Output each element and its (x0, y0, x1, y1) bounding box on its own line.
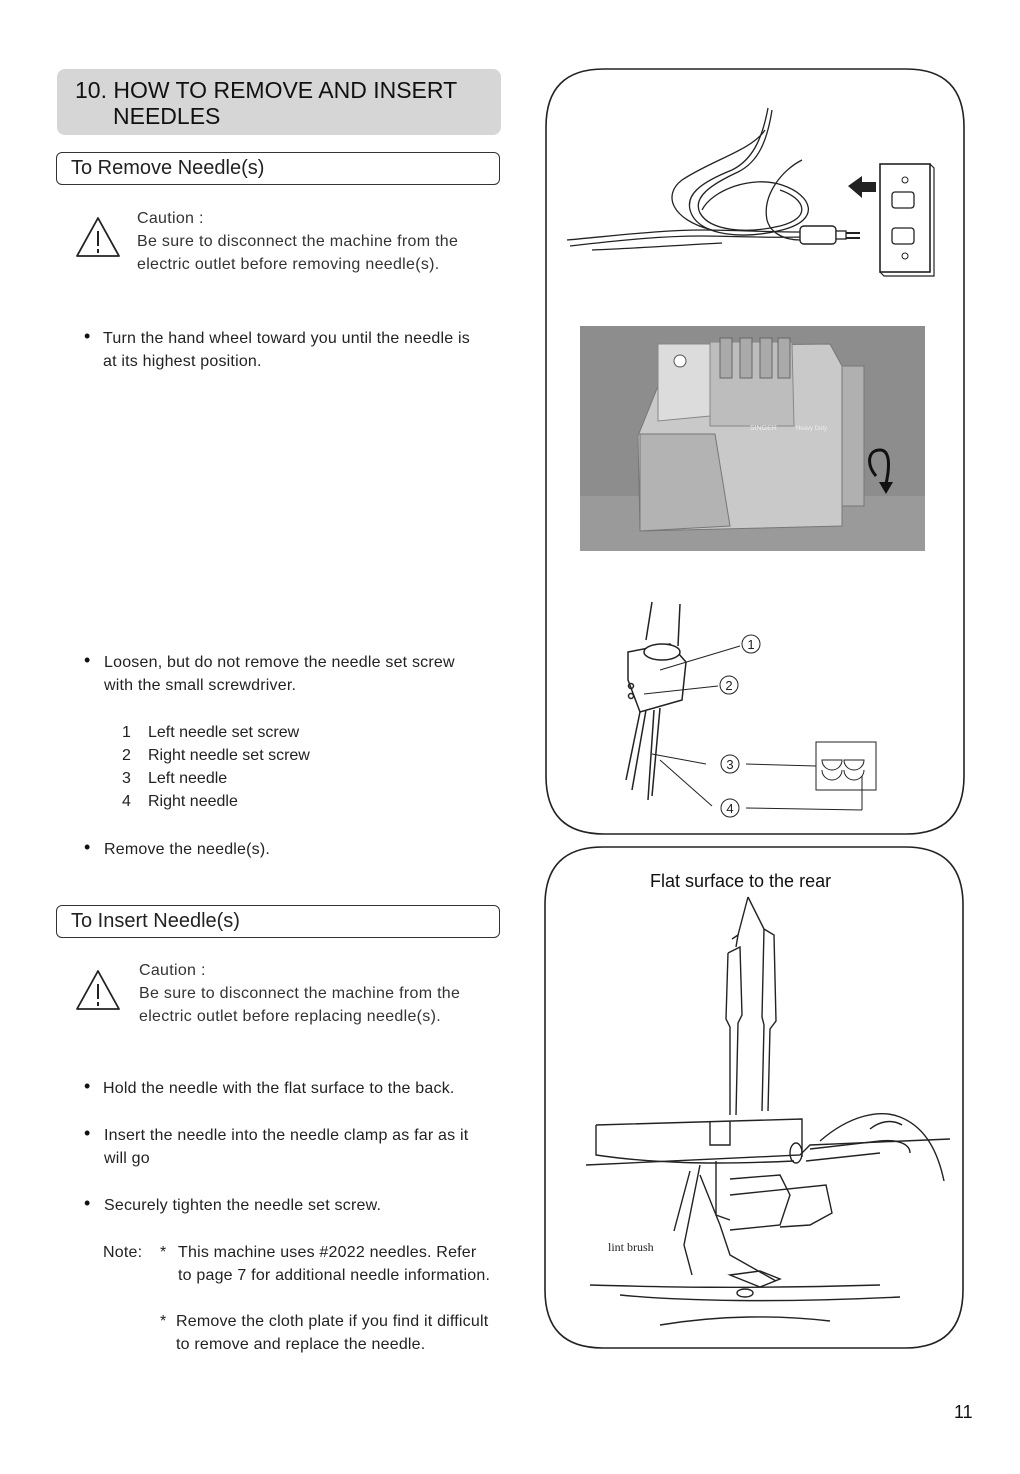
flat-surface-caption: Flat surface to the rear (650, 871, 832, 891)
insert-step-2 (104, 1124, 468, 1170)
needle-insert-illustration (580, 895, 952, 1335)
machine-model-label: Heavy Duty (796, 426, 828, 432)
remove-step-1 (103, 327, 470, 373)
wall-outlet (880, 164, 930, 272)
legend-text: Left needle set screw (148, 724, 300, 741)
note-2-line1: Remove the cloth plate if you find it difficult (176, 1313, 489, 1330)
remove-step-3: Remove the needle(s). (104, 841, 271, 858)
note-2 (176, 1310, 488, 1356)
legend-item (122, 721, 310, 744)
remove-step-2-line1: Loosen, but do not remove the needle set screw (104, 654, 455, 671)
plug-head (800, 226, 836, 244)
page-number: 11 (954, 1402, 973, 1422)
remove-caution (137, 207, 458, 276)
caution-line1: Be sure to disconnect the machine from the (137, 233, 459, 250)
legend-number: 4 (122, 793, 131, 810)
needle-clamp-diagram (600, 600, 890, 825)
warning-triangle-icon (74, 215, 122, 259)
arrow-left-icon (848, 176, 876, 198)
warning-triangle-icon (74, 968, 122, 1012)
legend-item (122, 767, 310, 790)
serger-machine-photo (580, 326, 925, 551)
caution-label: Caution : (137, 210, 204, 227)
remove-step-2-line2: with the small screwdriver. (104, 677, 297, 694)
legend-number: 1 (122, 724, 131, 741)
legend-text: Right needle set screw (148, 747, 310, 764)
note-2-line2: to remove and replace the needle. (176, 1336, 426, 1353)
page-title (57, 69, 501, 135)
callout-1: 1 (747, 637, 755, 652)
page-title-line1: 10. HOW TO REMOVE AND INSERT (75, 77, 458, 103)
callout-4: 4 (726, 801, 734, 816)
insert-step-2-line2: will go (104, 1150, 150, 1167)
legend-number: 3 (122, 770, 131, 787)
bullet-dot: • (84, 837, 91, 857)
caution-line2: electric outlet before removing needle(s). (137, 256, 440, 273)
insert-step-2-line1: Insert the needle into the needle clamp as far as it (104, 1127, 469, 1144)
bullet-dot: • (84, 1123, 91, 1143)
bullet-dot: • (84, 650, 91, 670)
legend-item (122, 744, 310, 767)
caution-label: Caution : (139, 962, 206, 979)
bullet-dot: • (84, 1076, 91, 1096)
note-1 (178, 1241, 490, 1287)
bullet-dot: • (84, 326, 91, 346)
caution-line2: electric outlet before replacing needle(s). (139, 1008, 441, 1025)
insert-step-1: Hold the needle with the flat surface to the back. (103, 1080, 455, 1097)
lint-brush-label: lint brush (608, 1240, 654, 1254)
caution-line1: Be sure to disconnect the machine from the (139, 985, 461, 1002)
bullet-dot: • (84, 1193, 91, 1213)
insert-step-3: Securely tighten the needle set screw. (104, 1197, 382, 1214)
remove-section-heading: To Remove Needle(s) (56, 152, 500, 185)
remove-step-1-line1: Turn the hand wheel toward you until the needle is (103, 330, 470, 347)
page-title-line2: NEEDLES (113, 103, 221, 129)
note-label: Note: (103, 1244, 143, 1261)
power-cord-illustration (562, 100, 952, 280)
note-1-line1: This machine uses #2022 needles. Refer (178, 1244, 477, 1261)
insert-section-heading: To Insert Needle(s) (56, 905, 500, 938)
asterisk-icon: * (160, 1313, 167, 1330)
remove-step-2 (104, 651, 455, 697)
needle-parts-legend (122, 721, 310, 813)
callout-2: 2 (725, 678, 733, 693)
legend-text: Left needle (148, 770, 228, 787)
machine-brand-label: SINGER (750, 425, 777, 432)
legend-number: 2 (122, 747, 131, 764)
note-1-line2: to page 7 for additional needle information. (178, 1267, 491, 1284)
legend-text: Right needle (148, 793, 238, 810)
insert-caution (139, 959, 460, 1028)
remove-step-1-line2: at its highest position. (103, 353, 262, 370)
callout-3: 3 (726, 757, 734, 772)
asterisk-icon: * (160, 1244, 167, 1261)
legend-item (122, 790, 310, 813)
